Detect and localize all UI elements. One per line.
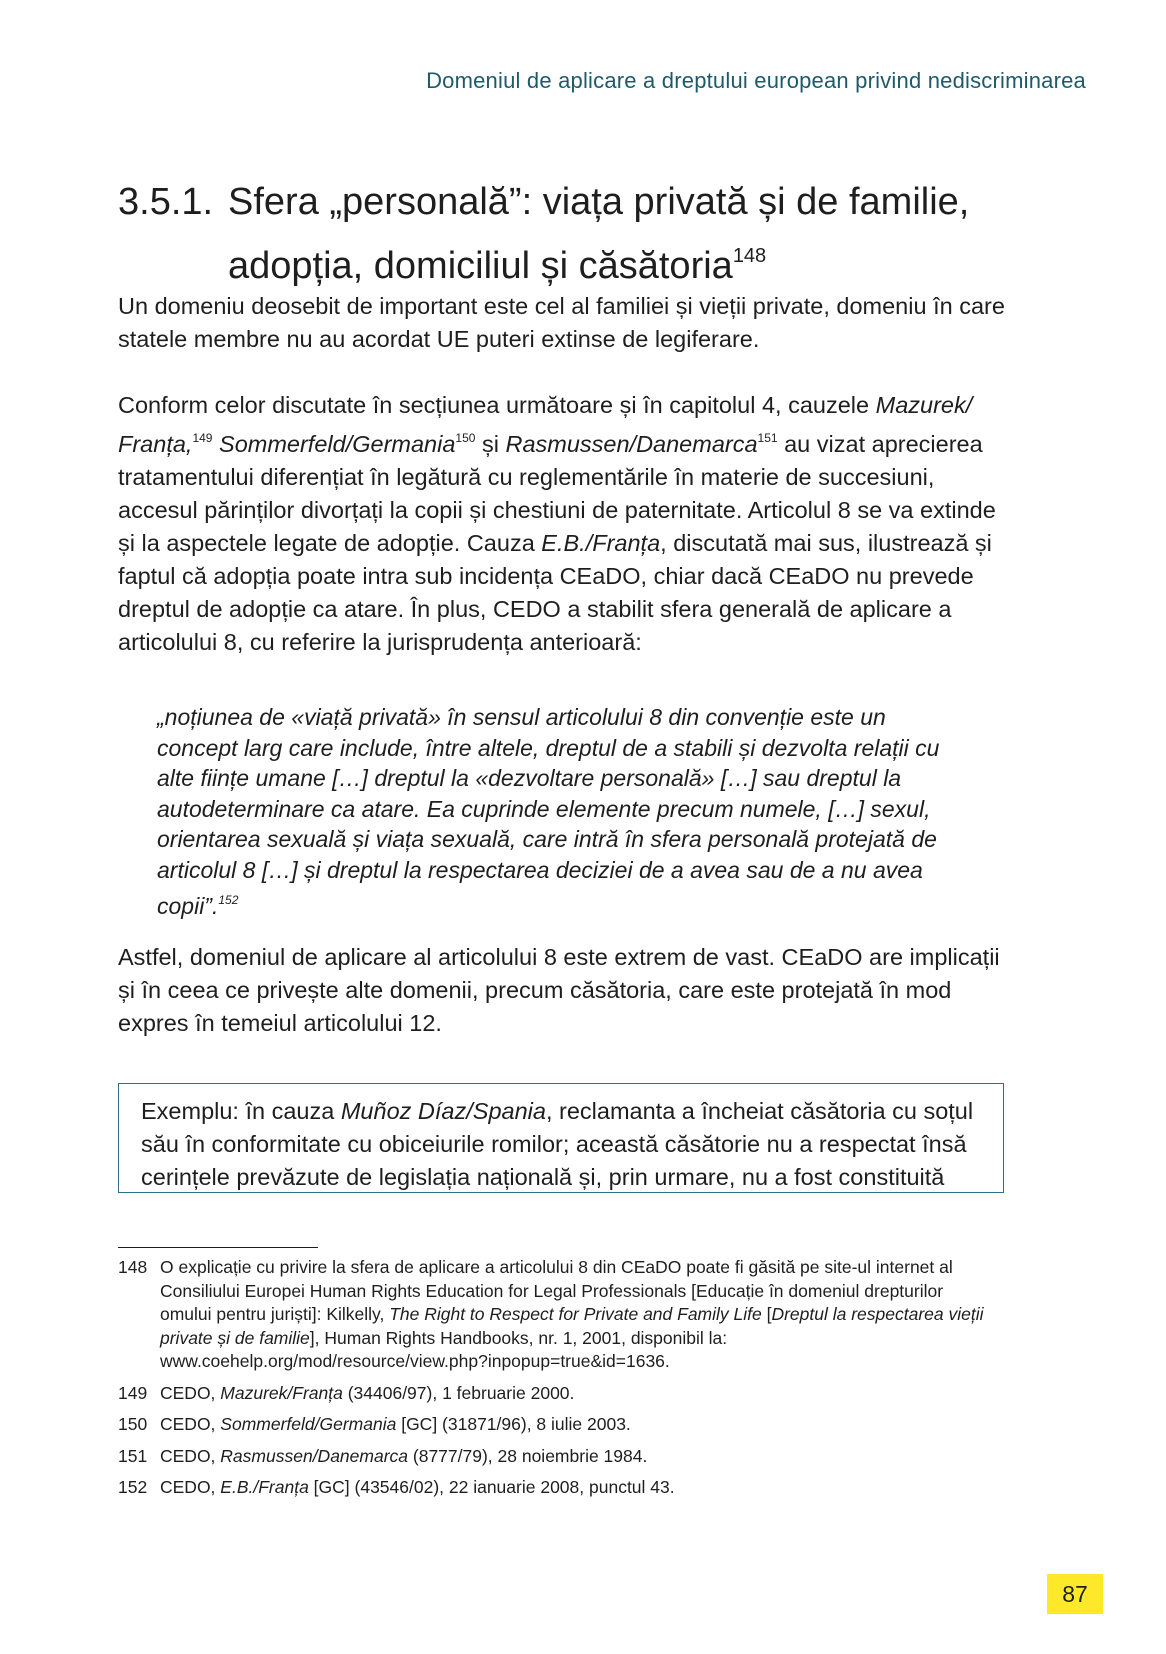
paragraph-intro: [118, 290, 1006, 356]
paragraph-case-law: [118, 389, 1006, 659]
text-run: (34406/97), 1 februarie 2000.: [342, 1382, 575, 1403]
text-run: , discutată mai sus, ilustrează și faptul că adopția poate intra sub incidența CEaDO, chiar dacă CEaDO nu prevede dreptul de adopție ca atare. În plus, CEDO a stabilit sfera generală de aplicare a articolului 8, cu referire la jurisprudența anterioară:: [118, 530, 992, 655]
text-run: [: [761, 1304, 772, 1324]
section-title: [228, 175, 1018, 293]
text-run: O explicație cu privire la sfera de aplicare a articolului 8 din CEaDO poate fi găsită pe site-ul internet al Consiliului Europei Human Rights Education for Legal Professionals [Educație în domeniul drepturilor omului pentru juriști]: Kilkelly,: [160, 1257, 953, 1324]
footnote-item: [118, 1476, 998, 1500]
footnote-ref[interactable]: 151: [757, 431, 778, 445]
case-name: E.B./Franța: [541, 530, 661, 556]
footnote-ref[interactable]: 149: [192, 431, 213, 445]
example-box: [118, 1083, 1004, 1193]
text-run: și: [475, 431, 506, 457]
paragraph-text: Un domeniu deosebit de important este cel al familiei și vieții private, domeniu în care statele membre nu au acordat UE puteri extinse de legiferare.: [118, 293, 1005, 352]
section-title-line2: adopția, domiciliul și căsătoria: [228, 245, 733, 287]
footnote-item: [118, 1382, 998, 1406]
book-title-translation: Dreptul la respectarea vieții private și de familie: [160, 1304, 984, 1348]
footnote-ref[interactable]: 152: [218, 893, 239, 907]
paragraph-scope: [118, 941, 1006, 1040]
paragraph-text: [118, 389, 1006, 659]
footnote-number: 150: [118, 1414, 148, 1434]
footnote-number: 152: [118, 1477, 148, 1497]
quote-text: „noțiunea de «viață privată» în sensul articolului 8 din convenție este un concept larg care include, între altele, dreptul de a stabili și dezvolta relații cu alte ființe umane […] dreptul la «dezvoltare personală» […] sau dreptul la autodeterminare ca atare. Ea cuprinde elemente precum numele, […] sexul, orientarea sexuală și viața sexuală, care intră în sfera personală protejată de articolul 8 […] și dreptul la respectarea deciziei de a avea sau de a nu avea copii”.: [157, 704, 940, 919]
section-title-line1: Sfera „personală”: viața privată și de familie,: [228, 181, 970, 223]
text-run: [GC] (31871/96), 8 iulie 2003.: [396, 1414, 631, 1434]
text-run: au vizat aprecierea tratamentului diferențiat în legătură cu reglementările în materie de succesiuni, accesul părinților divorțați la copii și chestiuni de paternitate. Articolul 8 se va extinde și la aspectele legate de adopție. Cauza: [118, 431, 996, 556]
footnote-ref[interactable]: 148: [732, 245, 767, 267]
case-name: Sommerfeld/Germania: [219, 431, 456, 457]
footnote-number: 148: [118, 1257, 148, 1277]
block-quote: [157, 702, 947, 922]
paragraph-text: Astfel, domeniul de aplicare al articolului 8 este extrem de vast. CEaDO are implicații și în ceea ce privește alte domenii, precum căsătoria, care este protejată în mod expres în temeiul articolului 12.: [118, 944, 1000, 1036]
text-run: CEDO,: [160, 1414, 221, 1434]
case-name: Mazurek/ Franța,: [118, 392, 973, 457]
footnotes: [118, 1256, 998, 1508]
case-name: Sommerfeld/Germania: [220, 1414, 397, 1434]
case-name: Rasmussen/Danemarca: [505, 431, 758, 457]
case-name: Muñoz Díaz/Spania: [340, 1098, 546, 1124]
footnote-item: [118, 1413, 998, 1437]
footnote-number: 149: [118, 1382, 148, 1403]
text-run: CEDO,: [160, 1382, 221, 1403]
running-header: Domeniul de aplicare a dreptului european privind nediscriminarea: [426, 68, 1086, 93]
text-run: Exemplu: în cauza: [141, 1098, 341, 1124]
case-name: Mazurek/Franța: [220, 1382, 343, 1403]
book-title: The Right to Respect for Private and Family Life: [389, 1304, 762, 1324]
text-run: [GC] (43546/02), 22 ianuarie 2008, punctul 43.: [308, 1477, 675, 1497]
text-run: ], Human Rights Handbooks, nr. 1, 2001, disponibil la: www.coehelp.org/mod/resource/view.php?inpopup=true&id=1636.: [160, 1327, 728, 1371]
section-heading: [118, 175, 1018, 293]
page-number: 87: [1047, 1574, 1103, 1614]
text-run: CEDO,: [160, 1445, 221, 1466]
text-run: , reclamanta a încheiat căsătoria cu soțul său în conformitate cu obiceiurile romilor; această căsătorie nu a respectat însă cerințele prevăzute de legislația națională și, prin urmare, nu a fost constituită: [141, 1098, 974, 1190]
footnote-ref[interactable]: 150: [455, 431, 476, 445]
footnote-divider: [118, 1247, 318, 1248]
text-run: (8777/79), 28 noiembrie 1984.: [408, 1445, 648, 1466]
footnote-item: [118, 1256, 998, 1374]
case-name: Rasmussen/Danemarca: [220, 1445, 409, 1466]
footnote-number: 151: [118, 1445, 148, 1466]
case-name: E.B./Franța: [220, 1477, 309, 1497]
section-number: 3.5.1.: [118, 181, 214, 223]
text-run: Conform celor discutate în secțiunea următoare și în capitolul 4, cauzele: [118, 392, 876, 418]
text-run: CEDO,: [160, 1477, 221, 1497]
footnote-item: [118, 1445, 998, 1469]
